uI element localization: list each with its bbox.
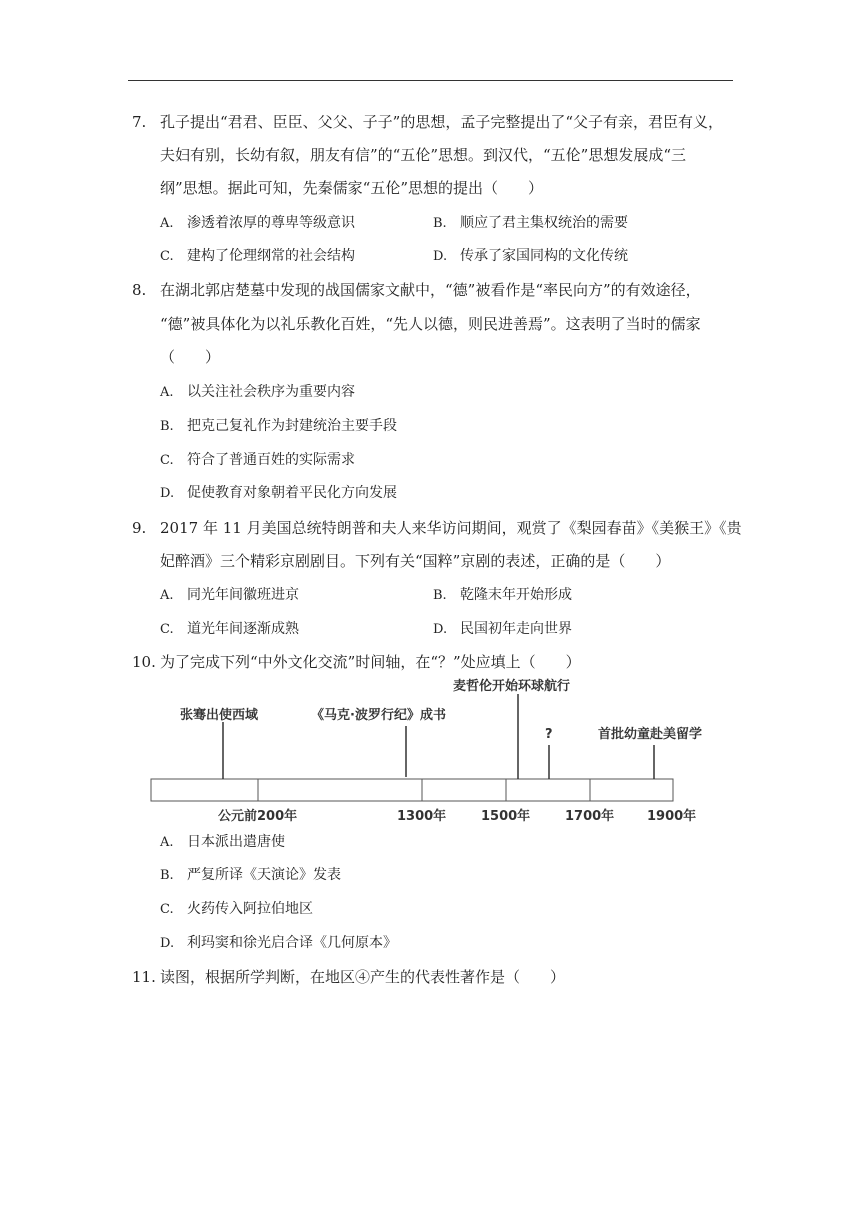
option-label: B. bbox=[433, 216, 447, 231]
option-text: 日本派出遣唐使 bbox=[187, 834, 285, 850]
question-number: 8. bbox=[132, 281, 147, 299]
option-label: D. bbox=[433, 249, 448, 264]
question-number: 9. bbox=[132, 519, 147, 537]
option-label: D. bbox=[160, 486, 175, 501]
option-label: A. bbox=[160, 216, 174, 231]
option-label: C. bbox=[160, 249, 174, 264]
option-text: 顺应了君主集权统治的需要 bbox=[460, 215, 628, 231]
option-label: B. bbox=[433, 588, 447, 603]
question-text-line: 纲”思想。据此可知，先秦儒家“五伦”思想的提出（ ） bbox=[160, 179, 544, 197]
option-text: 以关注社会秩序为重要内容 bbox=[187, 384, 355, 400]
option-label: B. bbox=[160, 419, 174, 434]
question-number: 11. bbox=[132, 968, 156, 986]
question-text-line: 2017 年 11 月美国总统特朗普和夫人来华访问期间，观赏了《梨园春苗》《美猴王》《贵 bbox=[160, 519, 742, 537]
option-text: 促使教育对象朝着平民化方向发展 bbox=[187, 485, 397, 501]
question-text-line: 孔子提出“君君、臣臣、父父、子子”的思想，孟子完整提出了“父子有亲，君臣有义， bbox=[160, 113, 724, 131]
option-c[interactable] bbox=[160, 899, 313, 920]
timeline-year-label: 1700年 bbox=[565, 809, 615, 824]
option-text: 严复所译《天演论》发表 bbox=[187, 867, 341, 883]
option-text: 符合了普通百姓的实际需求 bbox=[187, 452, 355, 468]
option-label: A. bbox=[160, 835, 174, 850]
option-text: 把克己复礼作为封建统治主要手段 bbox=[187, 418, 397, 434]
question-text-line: 在湖北郭店楚墓中发现的战国儒家文献中，“德”被看作是“率民向方”的有效途径， bbox=[160, 281, 701, 299]
option-label: D. bbox=[160, 936, 175, 951]
timeline-event-label: 首批幼童赴美留学 bbox=[598, 727, 703, 742]
option-label: D. bbox=[433, 622, 448, 637]
option-text: 建构了伦理纲常的社会结构 bbox=[187, 248, 355, 264]
timeline-event-label: 张骞出使西域 bbox=[180, 708, 259, 723]
question-text-line: 妃醉酒》三个精彩京剧剧目。下列有关“国粹”京剧的表述，正确的是（ ） bbox=[160, 552, 671, 570]
timeline-year-label: 公元前200年 bbox=[218, 809, 298, 824]
question-text-line: （ ） bbox=[160, 348, 221, 366]
option-label: C. bbox=[160, 902, 174, 917]
option-text: 传承了家国同构的文化传统 bbox=[460, 248, 628, 264]
question-number: 7. bbox=[132, 113, 147, 131]
option-text: 同光年间徽班进京 bbox=[187, 587, 299, 603]
option-text: 乾隆末年开始形成 bbox=[460, 587, 572, 603]
option-label: B. bbox=[160, 868, 174, 883]
question-text-line: 读图，根据所学判断，在地区④产生的代表性著作是（ ） bbox=[160, 968, 566, 986]
option-text: 道光年间逐渐成熟 bbox=[187, 621, 299, 637]
option-label: A. bbox=[160, 588, 174, 603]
option-a[interactable] bbox=[160, 832, 285, 853]
question-number: 10. bbox=[132, 653, 156, 671]
option-text: 火药传入阿拉伯地区 bbox=[187, 901, 313, 917]
option-label: C. bbox=[160, 453, 174, 468]
timeline-event-label: 《马克·波罗行纪》成书 bbox=[311, 708, 446, 723]
question-text-line: “德”被具体化为以礼乐教化百姓，“先人以德，则民进善焉”。这表明了当时的儒家 bbox=[160, 315, 701, 333]
question-text-line: 为了完成下列“中外文化交流”时间轴，在“？”处应填上（ ） bbox=[160, 653, 581, 671]
timeline-event-label: 麦哲伦开始环球航行 bbox=[453, 679, 571, 694]
option-b[interactable] bbox=[160, 865, 341, 886]
timeline-year-label: 1500年 bbox=[481, 809, 531, 824]
option-text: 渗透着浓厚的尊卑等级意识 bbox=[187, 215, 355, 231]
timeline-event-label: ? bbox=[545, 727, 553, 742]
option-d[interactable] bbox=[160, 933, 397, 954]
timeline-bar bbox=[151, 779, 673, 801]
option-label: C. bbox=[160, 622, 174, 637]
timeline-year-label: 1900年 bbox=[647, 809, 697, 824]
option-text: 利玛窦和徐光启合译《几何原本》 bbox=[187, 935, 397, 951]
option-label: A. bbox=[160, 385, 174, 400]
timeline-year-label: 1300年 bbox=[397, 809, 447, 824]
question-text-line: 夫妇有别，长幼有叙，朋友有信”的“五伦”思想。到汉代，“五伦”思想发展成“三 bbox=[160, 146, 687, 164]
option-text: 民国初年走向世界 bbox=[460, 621, 572, 637]
